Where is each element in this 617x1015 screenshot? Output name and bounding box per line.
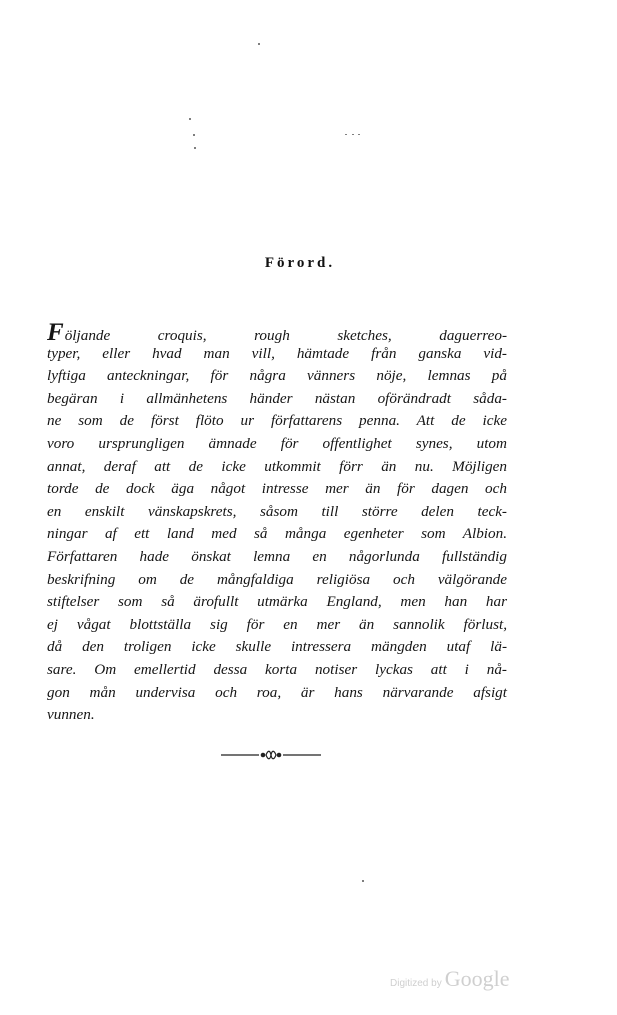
- scan-speck: [362, 880, 364, 882]
- text-line: gon mån undervisa och roa, är hans närvarande afsigt: [47, 683, 507, 701]
- text-line: vunnen.: [47, 706, 95, 724]
- google-logo: Google: [444, 966, 510, 991]
- scan-speck: [194, 147, 196, 149]
- text-line: ej vågat blottställa sig för en mer än sannolik förlust,: [47, 615, 507, 633]
- scan-speck: [189, 118, 191, 120]
- text-line: Följande croquis, rough sketches, daguerreo-: [47, 319, 507, 346]
- text-line: en enskilt vänskapskrets, såsom till större delen teck-: [47, 502, 507, 520]
- scan-speck: [358, 134, 360, 135]
- ornament-divider-icon: [219, 747, 323, 763]
- text-line: typer, eller hvad man vill, hämtade från ganska vid-: [47, 344, 507, 362]
- text-line: lyftiga anteckningar, för några vänners nöje, lemnas på: [47, 367, 507, 385]
- text-line: Författaren hade önskat lemna en någorlunda fullständig: [47, 547, 507, 565]
- digitized-watermark: [390, 966, 509, 992]
- text-line: ne som de först flöto ur författarens penna. Att de icke: [47, 412, 507, 430]
- scan-speck: [352, 134, 354, 135]
- preface-text: [47, 320, 507, 727]
- text-line: ningar af ett land med så många egenheter som Albion.: [47, 525, 507, 543]
- text-line: stiftelser som så ärofullt utmärka England, men han har: [47, 593, 507, 611]
- text-line: voro ursprungligen ämnade för offentlighet synes, utom: [47, 434, 507, 452]
- text-line: sare. Om emellertid dessa korta notiser lyckas att i nå-: [47, 660, 507, 678]
- text-line: beskrifning om de mångfaldiga religiösa och välgörande: [47, 570, 507, 588]
- page-title: Förord.: [264, 255, 336, 271]
- text-line: begäran i allmänhetens händer nästan oförändradt såda-: [47, 389, 507, 407]
- scan-speck: [345, 134, 347, 135]
- text-line: torde de dock äga något intresse mer än för dagen och: [47, 480, 507, 498]
- text-line: då den troligen icke skulle intressera mängden utaf lä-: [47, 638, 507, 656]
- scan-speck: [258, 43, 260, 45]
- drop-cap: F: [47, 319, 64, 346]
- text-line: annat, deraf att de icke utkommit förr än nu. Möjligen: [47, 457, 507, 475]
- scan-speck: [193, 134, 195, 136]
- watermark-prefix: Digitized by: [390, 978, 442, 989]
